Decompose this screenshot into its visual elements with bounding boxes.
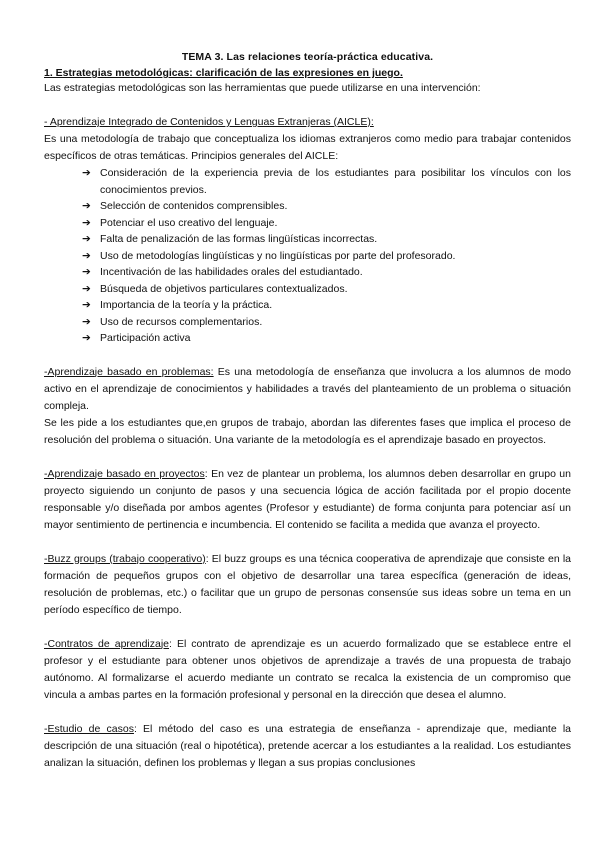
contratos-paragraph: -Contratos de aprendizaje: El contrato de aprendizaje es un acuerdo formalizado que se establece entre el profesor y el estudiante para obtener unos objetivos de aprendizaje a través de una propuesta de trabajo autónomo. Al formalizarse el acuerdo mediante un contrato se recalca la existencia de un compromiso que vincula a ambas partes en la formación profesional y personal en la dirección que desea el alumno. (44, 637, 571, 701)
list-item: ➔ Falta de penalización de las formas lingüísticas incorrectas. (82, 231, 571, 248)
buzz-heading: -Buzz groups (trabajo cooperativo) (44, 552, 206, 565)
aicle-paragraph: Es una metodología de trabajo que conceptualiza los idiomas extranjeros como medio para trabajar contenidos específicos de otras temáticas. Principios generales del AICLE: (44, 133, 571, 162)
list-item: ➔ Participación activa (82, 330, 571, 347)
arrow-right-icon: ➔ (82, 315, 91, 328)
contratos-heading: -Contratos de aprendizaje (44, 637, 170, 650)
list-item: ➔ Uso de recursos complementarios. (82, 314, 571, 331)
section-heading: 1. Estrategias metodológicas: clarificación de las expresiones en juego. (44, 67, 403, 79)
proyectos-heading: -Aprendizaje basado en proyectos (44, 467, 205, 480)
arrow-right-icon: ➔ (82, 200, 91, 212)
proyectos-paragraph: -Aprendizaje basado en proyectos: En vez de plantear un problema, los alumnos deben desarrollar en grupo un proyecto siguiendo un conjunto de pasos y una secuencia lógica de acción facilitada por el propio docente responsable y/o diseñada por ambos agentes (Profesor y estudiante) de forma conjunta para potenciar así un mayor sentimiento de pertinencia e incumbencia. El contenido se facilita a medida que avanza el proyecto. (44, 467, 571, 531)
arrow-right-icon: ➔ (82, 216, 91, 229)
buzz-paragraph: -Buzz groups (trabajo cooperativo): El buzz groups es una técnica cooperativa de aprendizaje que consiste en la formación de pequeños grupos con el objetivo de desarrollar una tarea específica (generación de ideas, resolución de problemas, etc.) o facilitar que un grupo de personas consensúe sus ideas sobre un tema en un período específico de tiempo. (44, 552, 571, 616)
arrow-right-icon: ➔ (82, 282, 91, 295)
aicle-principles-list (44, 165, 571, 347)
list-item: ➔ Selección de contenidos comprensibles. (82, 198, 571, 215)
arrow-right-icon: ➔ (82, 249, 91, 262)
arrow-right-icon: ➔ (82, 167, 91, 179)
list-item: ➔ Incentivación de las habilidades orales del estudiantado. (82, 264, 571, 281)
arrow-right-icon: ➔ (82, 233, 91, 245)
casos-paragraph: -Estudio de casos: El método del caso es una estrategia de enseñanza - aprendizaje que, mediante la descripción de una situación (real o hipotética), pretende acercar a los estudiantes a la realidad. Los estudiantes analizan la situación, definen los problemas y llegan a sus propias conclusiones (44, 722, 571, 769)
abp-paragraph: -Aprendizaje basado en problemas: Es una metodología de enseñanza que involucra a los alumnos de modo activo en el aprendizaje de conocimientos y habilidades a través del planteamiento de un problema o situación compleja. (44, 365, 571, 412)
list-item: ➔ Importancia de la teoría y la práctica. (82, 297, 571, 314)
list-item: ➔ Consideración de la experiencia previa de los estudiantes para posibilitar los vínculos con los conocimientos previos. (82, 167, 571, 196)
document-title: TEMA 3. Las relaciones teoría-práctica educativa. (181, 51, 434, 63)
abp-heading: -Aprendizaje basado en problemas: (44, 365, 214, 378)
abp-paragraph-2: Se les pide a los estudiantes que,en grupos de trabajo, abordan las diferentes fases que implica el proceso de resolución del problema o situación. Una variante de la metodología es el aprendizaje basado en proyectos. (44, 416, 571, 446)
list-item: ➔ Búsqueda de objetivos particulares contextualizados. (82, 281, 571, 298)
arrow-right-icon: ➔ (82, 266, 91, 278)
aicle-heading: - Aprendizaje Integrado de Contenidos y Lenguas Extranjeras (AICLE): (44, 116, 374, 128)
intro-paragraph: Las estrategias metodológicas son las herramientas que puede utilizarse en una intervención: (44, 82, 481, 94)
arrow-right-icon: ➔ (82, 332, 91, 344)
casos-heading: -Estudio de casos (44, 722, 134, 735)
list-item: ➔ Potenciar el uso creativo del lenguaje. (82, 215, 571, 232)
list-item: ➔ Uso de metodologías lingüísticas y no lingüísticas por parte del profesorado. (82, 248, 571, 265)
arrow-right-icon: ➔ (82, 299, 91, 311)
